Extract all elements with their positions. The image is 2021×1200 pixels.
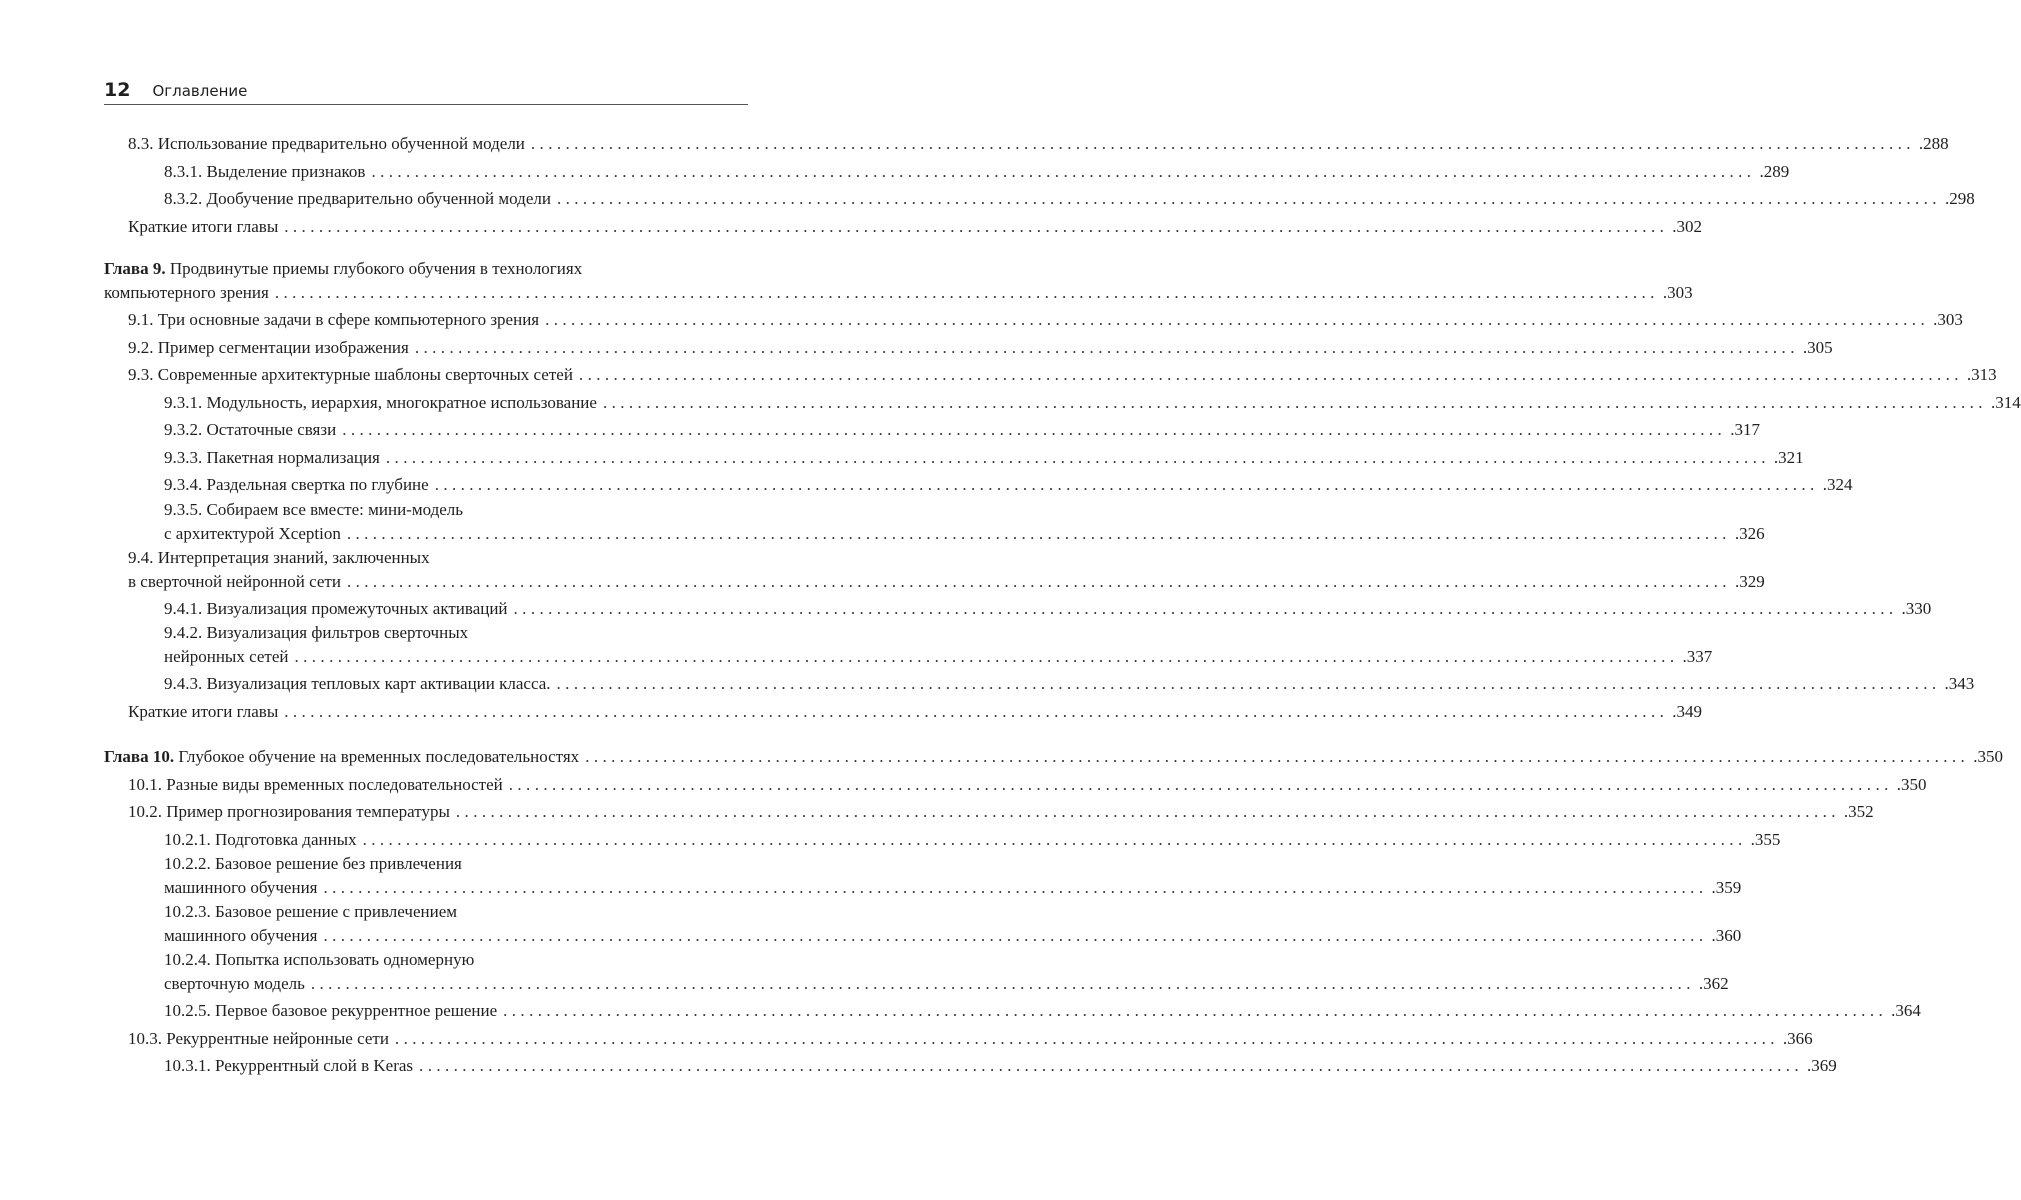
toc-entry-9-4[interactable] <box>128 547 1765 595</box>
dot-leader: ................................................................................................................................................................ <box>342 420 1727 439</box>
toc-entry-page: .349 <box>1672 701 1702 721</box>
toc-entry-10-1[interactable] <box>128 771 1927 799</box>
toc-entry-label-line-1: 10.2.4. Попытка использовать одномерную <box>164 950 475 969</box>
toc-entry-page: .324 <box>1822 475 1853 494</box>
toc-entry-page: .303 <box>1662 283 1693 302</box>
toc-entry-page: .313 <box>1966 365 1997 384</box>
dot-leader: ................................................................................................................................................................ <box>513 598 1898 618</box>
running-title: Оглавление <box>152 82 248 100</box>
chapter-prefix: Глава 10. <box>104 747 175 766</box>
chapter-title: Глубокое обучение на временных последовательностях <box>178 747 580 766</box>
running-header <box>104 76 748 105</box>
toc-entry-page: .350 <box>1973 747 2003 766</box>
toc-entry-8-3-2[interactable] <box>164 185 1975 213</box>
toc-entry-label: 9.2. Пример сегментации изображения <box>128 337 409 357</box>
toc-entry-10-2-1[interactable] <box>164 826 1781 854</box>
toc-entry-page: .329 <box>1734 571 1765 591</box>
toc-entry-8-3-1[interactable] <box>164 158 1790 186</box>
toc-entry-label: 10.2.5. Первое базовое рекуррентное решение <box>164 1001 498 1020</box>
toc-entry-label: 9.3. Современные архитектурные шаблоны сверточных сетей <box>128 365 573 384</box>
toc-entry-label-line-1: 9.4.2. Визуализация фильтров сверточных <box>164 623 469 642</box>
chapter-prefix: Глава 9. <box>104 259 166 278</box>
dot-leader: ................................................................................................................................................................ <box>503 1001 1888 1020</box>
dot-leader: ................................................................................................................................................................ <box>530 134 1915 153</box>
toc-entry-label-line-2: машинного обучения <box>164 878 318 897</box>
toc-entry-10-2-3[interactable] <box>164 901 1742 949</box>
toc-entry-10-2-2[interactable] <box>164 853 1742 901</box>
toc-entry-9-2[interactable] <box>128 334 1833 362</box>
chapter-title-line-1: Продвинутые приемы глубокого обучения в технологиях <box>169 259 583 278</box>
toc-entry-label-line-1: 10.2.2. Базовое решение без привлечения <box>164 854 462 873</box>
dot-leader: ................................................................................................................................................................ <box>371 161 1756 181</box>
toc-entry-label: 9.3.4. Раздельная свертка по глубине <box>164 475 429 494</box>
toc-entry-10-3-1[interactable] <box>164 1052 1837 1080</box>
toc-entry-label: 9.1. Три основные задачи в сфере компьютерного зрения <box>128 310 540 329</box>
toc-entry-9-3-1[interactable] <box>164 389 2021 417</box>
dot-leader: ................................................................................................................................................................ <box>394 1028 1779 1048</box>
toc-entry-page: .359 <box>1711 878 1742 897</box>
page-number: 12 <box>104 79 131 101</box>
toc-entry-page: .364 <box>1891 1001 1921 1020</box>
toc-entry-page: .305 <box>1802 337 1833 357</box>
toc-entry-page: .302 <box>1672 216 1702 236</box>
dot-leader: ................................................................................................................................................................ <box>545 310 1930 329</box>
toc-entry-page: .321 <box>1773 447 1804 467</box>
toc-entry-label: 10.3. Рекуррентные нейронные сети <box>128 1028 389 1048</box>
dot-leader: ................................................................................................................................................................ <box>284 216 1669 236</box>
toc-entry-9-4-3[interactable] <box>164 670 1975 698</box>
toc-entry-label-line-2: сверточную модель <box>164 974 305 993</box>
toc-entry-9-3-4[interactable] <box>164 471 1853 499</box>
toc-entry-label: Краткие итоги главы <box>128 701 279 721</box>
toc-entry-10-2[interactable] <box>128 798 1874 826</box>
dot-leader: ................................................................................................................................................................ <box>294 647 1679 666</box>
toc-entry-page: .355 <box>1750 829 1781 849</box>
toc-entry-9-3[interactable] <box>128 361 1997 389</box>
toc-entry-label-line-1: 10.2.3. Базовое решение с привлечением <box>164 902 458 921</box>
dot-leader: ................................................................................................................................................................ <box>323 926 1708 945</box>
dot-leader: ................................................................................................................................................................ <box>455 802 1840 821</box>
toc-entry-10-2-4[interactable] <box>164 949 1729 997</box>
toc-entry-label: 10.1. Разные виды временных последовательностей <box>128 774 503 794</box>
toc-entry-label: 9.3.2. Остаточные связи <box>164 420 337 439</box>
toc-entry-label: 8.3.2. Дообучение предварительно обученной модели <box>164 189 551 208</box>
table-of-contents <box>0 130 2021 1080</box>
toc-entry-9-3-2[interactable] <box>164 416 1760 444</box>
toc-entry-label: 9.4.3. Визуализация тепловых карт активации класса. <box>164 674 551 693</box>
toc-entry-label: 8.3.1. Выделение признаков <box>164 161 366 181</box>
dot-leader: ................................................................................................................................................................ <box>556 674 1941 693</box>
toc-entry-8-summary[interactable] <box>128 213 1702 241</box>
toc-entry-label: 9.4.1. Визуализация промежуточных активаций <box>164 598 508 618</box>
toc-entry-page: .314 <box>1990 392 2021 412</box>
toc-entry-page: .303 <box>1933 310 1963 329</box>
toc-entry-page: .362 <box>1698 974 1729 993</box>
dot-leader: ................................................................................................................................................................ <box>323 878 1708 897</box>
dot-leader: ................................................................................................................................................................ <box>585 747 1970 766</box>
toc-entry-page: .369 <box>1807 1056 1837 1075</box>
dot-leader: ................................................................................................................................................................ <box>362 829 1747 849</box>
dot-leader: ................................................................................................................................................................ <box>310 974 1695 993</box>
toc-entry-page: .343 <box>1944 674 1975 693</box>
toc-entry-label: 10.2.1. Подготовка данных <box>164 829 357 849</box>
toc-entry-label: 10.2. Пример прогнозирования температуры <box>128 802 450 821</box>
toc-entry-label-line-2: с архитектурой Xception <box>164 523 341 543</box>
toc-entry-page: .360 <box>1711 926 1742 945</box>
toc-entry-page: .288 <box>1918 134 1949 153</box>
dot-leader: ................................................................................................................................................................ <box>578 365 1963 384</box>
toc-entry-label-line-2: машинного обучения <box>164 926 318 945</box>
toc-entry-9-3-3[interactable] <box>164 444 1804 472</box>
toc-entry-label-line-2: в сверточной нейронной сети <box>128 571 341 591</box>
toc-entry-label-line-1: 9.3.5. Собираем все вместе: мини-модель <box>164 499 464 519</box>
toc-entry-page: .298 <box>1944 189 1975 208</box>
toc-entry-label-line-1: 9.4. Интерпретация знаний, заключенных <box>128 547 430 567</box>
toc-entry-page: .337 <box>1682 647 1713 666</box>
toc-entry-page: .352 <box>1843 802 1874 821</box>
toc-entry-label: 8.3. Использование предварительно обученной модели <box>128 134 525 153</box>
chapter-title-line-2: компьютерного зрения <box>104 283 269 302</box>
toc-entry-10-3[interactable] <box>128 1025 1813 1053</box>
dot-leader: ................................................................................................................................................................ <box>346 571 1731 591</box>
dot-leader: ................................................................................................................................................................ <box>602 392 1987 412</box>
toc-entry-9-1[interactable] <box>128 306 1963 334</box>
toc-chapter-10[interactable] <box>104 743 2003 771</box>
toc-entry-label-line-2: нейронных сетей <box>164 647 289 666</box>
toc-entry-8-3[interactable] <box>128 130 1949 158</box>
toc-entry-label: 9.3.1. Модульность, иерархия, многократное использование <box>164 392 597 412</box>
toc-entry-label: 10.3.1. Рекуррентный слой в Keras <box>164 1056 414 1075</box>
toc-entry-page: .317 <box>1730 420 1760 439</box>
toc-entry-label: Краткие итоги главы <box>128 216 279 236</box>
dot-leader: ................................................................................................................................................................ <box>274 283 1659 302</box>
dot-leader: ................................................................................................................................................................ <box>419 1056 1804 1075</box>
toc-entry-label: 9.3.3. Пакетная нормализация <box>164 447 380 467</box>
toc-entry-9-summary[interactable] <box>128 698 1702 726</box>
dot-leader: ................................................................................................................................................................ <box>414 337 1799 357</box>
toc-entry-page: .330 <box>1901 598 1932 618</box>
dot-leader: ................................................................................................................................................................ <box>556 189 1941 208</box>
toc-entry-9-3-5[interactable] <box>164 499 1765 547</box>
toc-entry-9-4-2[interactable] <box>164 622 1713 670</box>
dot-leader: ................................................................................................................................................................ <box>508 774 1893 794</box>
toc-entry-page: .350 <box>1896 774 1927 794</box>
dot-leader: ................................................................................................................................................................ <box>284 701 1669 721</box>
dot-leader: ................................................................................................................................................................ <box>434 475 1819 494</box>
toc-entry-page: .289 <box>1759 161 1790 181</box>
dot-leader: ................................................................................................................................................................ <box>385 447 1770 467</box>
toc-entry-page: .326 <box>1734 523 1765 543</box>
dot-leader: ................................................................................................................................................................ <box>346 523 1731 543</box>
toc-entry-9-4-1[interactable] <box>164 595 1932 623</box>
toc-entry-page: .366 <box>1782 1028 1813 1048</box>
toc-entry-10-2-5[interactable] <box>164 997 1921 1025</box>
toc-chapter-9[interactable] <box>104 258 1693 306</box>
